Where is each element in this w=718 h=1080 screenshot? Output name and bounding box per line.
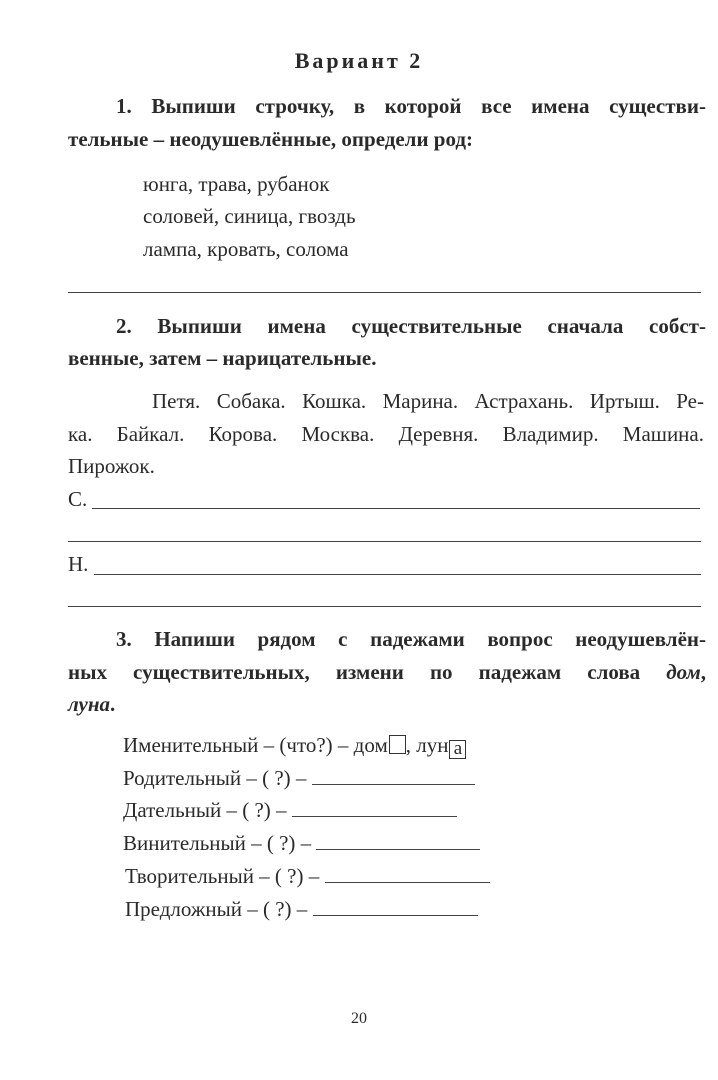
task3-heading-line3 — [68, 692, 115, 717]
case-answer-line[interactable] — [313, 897, 478, 916]
case-label: Дательный – ( ?) – — [123, 798, 292, 822]
task3-heading-text: ных существительных, измени по падежам слова — [68, 660, 641, 684]
case-label: Родительный – ( ?) – — [123, 766, 312, 790]
task3-heading-line2 — [68, 660, 706, 685]
ending-box: а — [449, 740, 466, 759]
task1-heading-line1: 1. Выпиши строчку, в которой все имена существи- — [116, 94, 706, 118]
common-nouns-label: Н. — [68, 552, 89, 576]
period: . — [109, 692, 116, 716]
case-row — [123, 831, 480, 856]
proper-nouns-answer-line[interactable] — [92, 508, 700, 509]
case-label: Винительный – ( ?) – — [123, 831, 317, 855]
task1-option: соловей, синица, гвоздь — [143, 204, 356, 228]
common-nouns-answer-line-2[interactable] — [68, 606, 701, 607]
task3-heading-line1: 3. Напиши рядом с падежами вопрос неодушевлён- — [116, 627, 706, 651]
common-nouns-answer-line[interactable] — [94, 574, 701, 575]
proper-nouns-label: С. — [68, 487, 88, 511]
case-label: Именительный – (что?) – дом — [123, 733, 388, 757]
case-row — [125, 897, 478, 922]
proper-nouns-answer-line-2[interactable] — [68, 541, 701, 542]
task2-text-line: Петя. Собака. Кошка. Марина. Астрахань. Иртыш. Ре- — [152, 389, 704, 413]
task1-heading-line2: тельные – неодушевлённые, определи род: — [68, 127, 473, 151]
task2-text-line: Пирожок. — [68, 454, 155, 478]
answer-line[interactable] — [68, 292, 701, 293]
case-row — [123, 766, 475, 791]
case-text: , лун — [405, 733, 449, 757]
empty-ending-box — [389, 735, 406, 754]
task1-option: юнга, трава, рубанок — [143, 172, 330, 196]
page-number: 20 — [351, 1010, 367, 1027]
task1-option: лампа, кровать, солома — [143, 237, 349, 261]
task2-heading-line1: 2. Выпиши имена существительные сначала собст- — [116, 314, 706, 338]
case-answer-line[interactable] — [325, 864, 490, 883]
word-luna: луна — [68, 692, 110, 716]
task2-text-line: ка. Байкал. Корова. Москва. Деревня. Владимир. Машина. — [68, 422, 704, 446]
task2-heading-line2: венные, затем – нарицательные. — [68, 346, 377, 370]
word-dom: дом — [666, 660, 701, 684]
comma: , — [700, 660, 706, 684]
case-answer-line[interactable] — [292, 798, 457, 817]
case-answer-line[interactable] — [312, 766, 475, 785]
case-label: Творительный – ( ?) – — [125, 864, 325, 888]
case-row-nominative — [123, 733, 466, 759]
case-label: Предложный – ( ?) – — [125, 897, 313, 921]
case-row — [123, 798, 457, 823]
case-answer-line[interactable] — [316, 831, 480, 850]
case-row — [125, 864, 490, 889]
page-title: Вариант 2 — [294, 48, 424, 73]
